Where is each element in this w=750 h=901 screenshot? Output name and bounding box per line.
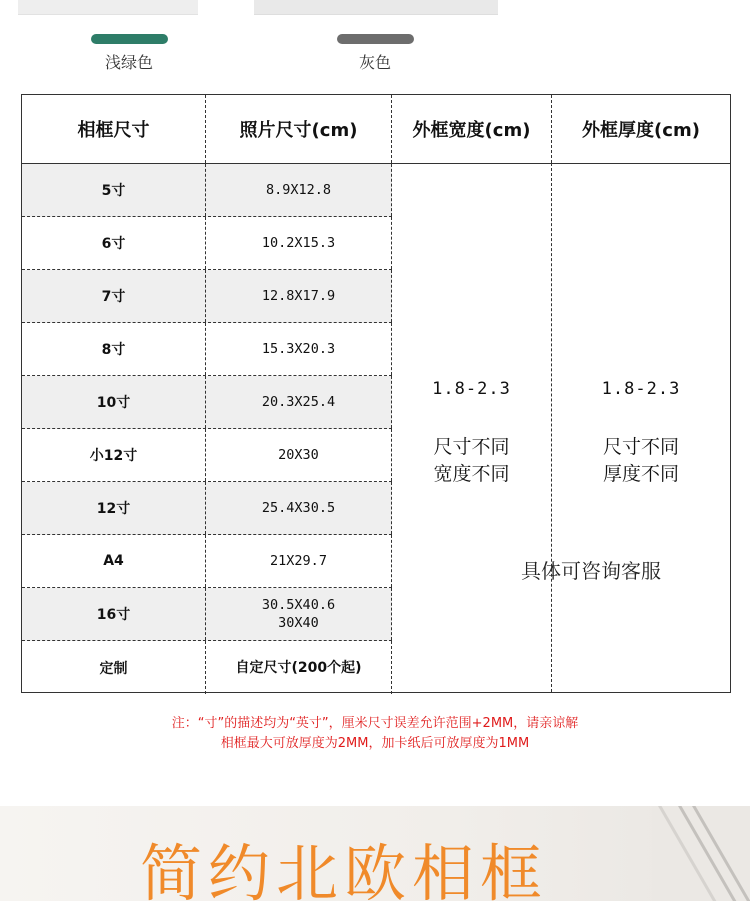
photo-size-cell	[206, 535, 392, 587]
frame-thickness-merged-cell	[552, 163, 730, 692]
table-row	[22, 641, 392, 694]
header-frame-size: 相框尺寸	[22, 95, 206, 163]
photo-size-value: 10.2X15.3	[261, 235, 336, 251]
consult-service-note: 具体可咨询客服	[521, 559, 661, 583]
table-row	[22, 270, 392, 323]
frame-width-merged-cell	[392, 163, 552, 692]
photo-size-value: 20X30	[278, 447, 319, 463]
frame-size-cell: 8寸	[22, 323, 206, 375]
table-row	[22, 217, 392, 270]
swatch-label-grey: 灰色	[358, 53, 391, 72]
photo-size-value: 20.3X25.4	[261, 394, 336, 410]
header-frame-thickness: 外框厚度(cm)	[582, 120, 700, 141]
photo-size-value-alt: 30X40	[278, 615, 319, 631]
color-swatch-grey[interactable]	[337, 34, 414, 44]
frame-size-cell: A4	[22, 535, 206, 587]
photo-size-value: 自定尺寸(200个起)	[235, 659, 362, 676]
product-image-grey	[254, 0, 498, 15]
photo-size-cell	[206, 164, 392, 216]
frame-size-cell: 12寸	[22, 482, 206, 534]
size-rows	[22, 163, 392, 694]
photo-size-cell	[206, 376, 392, 428]
photo-size-cell	[206, 429, 392, 481]
swatch-label-light-green: 浅绿色	[104, 53, 153, 72]
frame-thickness-note-line1: 尺寸不同	[602, 436, 679, 458]
color-swatch-light-green[interactable]	[91, 34, 168, 44]
frame-width-note-line2: 宽度不同	[433, 463, 510, 485]
photo-size-cell	[206, 323, 392, 375]
photo-size-value: 30.5X40.6	[261, 597, 336, 613]
table-row	[22, 429, 392, 482]
frame-size-cell: 定制	[22, 641, 206, 694]
photo-size-cell	[206, 482, 392, 534]
frame-size-cell: 16寸	[22, 588, 206, 640]
size-table	[21, 94, 731, 693]
photo-size-cell	[206, 588, 392, 640]
table-row	[22, 164, 392, 217]
photo-size-cell	[206, 217, 392, 269]
photo-size-value: 25.4X30.5	[261, 500, 336, 516]
frame-thickness-note	[552, 434, 730, 488]
frame-width-range: 1.8-2.3	[432, 379, 511, 399]
frame-size-cell: 6寸	[22, 217, 206, 269]
frame-size-cell: 小12寸	[22, 429, 206, 481]
photo-size-value: 12.8X17.9	[261, 288, 336, 304]
table-row	[22, 535, 392, 588]
table-row	[22, 482, 392, 535]
product-image-light-green	[18, 0, 198, 15]
table-row	[22, 376, 392, 429]
frame-thickness-range: 1.8-2.3	[601, 379, 681, 399]
frame-size-cell: 10寸	[22, 376, 206, 428]
photo-size-value: 21X29.7	[270, 553, 327, 569]
banner-image	[0, 806, 750, 901]
photo-size-cell	[206, 270, 392, 322]
table-row	[22, 323, 392, 376]
footnote-inch-description: 注：“寸”的描述均为“英寸”，厘米尺寸误差允许范围+2MM，请亲谅解	[171, 716, 579, 731]
footnote-max-thickness: 相框最大可放厚度为2MM，加卡纸后可放厚度为1MM	[220, 736, 530, 751]
frame-width-note-line1: 尺寸不同	[433, 436, 510, 458]
header-frame-width: 外框宽度(cm)	[392, 95, 552, 163]
photo-size-value: 8.9X12.8	[265, 182, 332, 198]
banner-slogan: 简约北欧相框	[140, 837, 549, 901]
table-row	[22, 588, 392, 641]
frame-width-note	[392, 434, 551, 488]
frame-size-cell: 5寸	[22, 164, 206, 216]
header-photo-size: 照片尺寸(cm)	[206, 95, 392, 163]
frame-size-cell: 7寸	[22, 270, 206, 322]
photo-size-cell	[206, 641, 392, 694]
frame-thickness-note-line2: 厚度不同	[602, 463, 679, 485]
photo-size-value: 15.3X20.3	[261, 341, 336, 357]
